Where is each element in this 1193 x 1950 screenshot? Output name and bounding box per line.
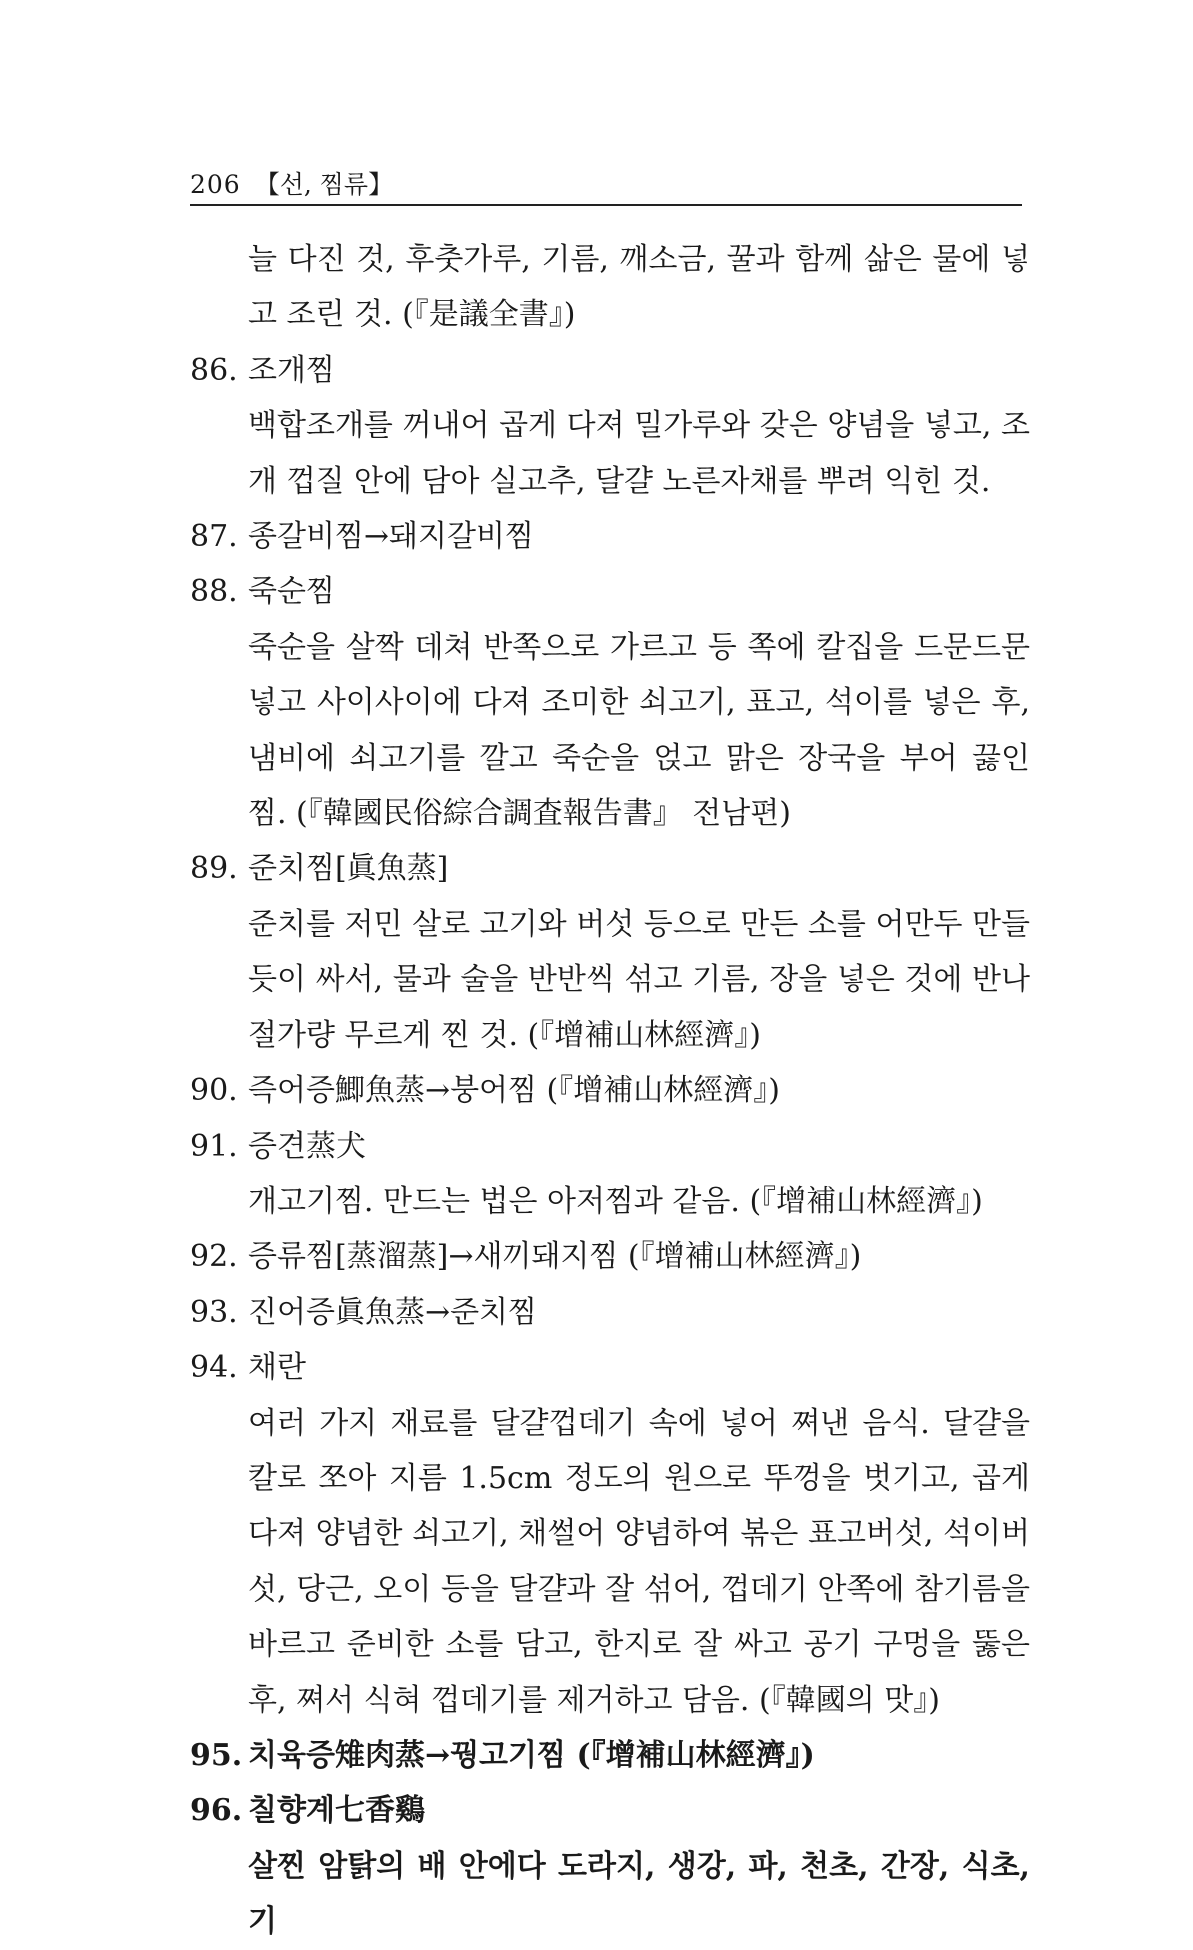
entry-title: 조개찜 [248, 352, 335, 388]
entry-89 [190, 841, 1030, 1063]
entry-title: 칠향계七香鷄 [248, 1793, 425, 1829]
running-header [190, 166, 1022, 206]
entry-90 [190, 1063, 1030, 1118]
entry-92 [190, 1229, 1030, 1284]
entry-86 [190, 343, 1030, 509]
entry-heading [190, 1728, 1030, 1783]
entry-title: 진어증眞魚蒸→준치찜 [248, 1294, 538, 1330]
entry-heading [190, 1783, 1030, 1838]
continuation-text: 늘 다진 것, 후춧가루, 기름, 깨소금, 꿀과 함께 삶은 물에 넣고 조린 것. (『是議全書』) [248, 242, 1030, 333]
entry-title: 즉어증鯽魚蒸→붕어찜 (『增補山林經濟』) [248, 1073, 780, 1109]
page-body [190, 232, 1030, 1950]
entry-number: 91. [190, 1128, 238, 1164]
entry-93 [190, 1285, 1030, 1340]
entry-number: 96. [190, 1793, 243, 1829]
entry-number: 89. [190, 851, 238, 887]
entry-number: 88. [190, 574, 238, 610]
entry-number: 87. [190, 519, 238, 555]
entry-heading [190, 841, 1030, 896]
entry-96 [190, 1783, 1030, 1949]
entry-number: 92. [190, 1239, 238, 1275]
entry-description: 여러 가지 재료를 달걀껍데기 속에 넣어 쪄낸 음식. 달걀을 칼로 쪼아 지름 1.5cm 정도의 원으로 뚜껑을 벗기고, 곱게 다져 양념한 쇠고기, 채썰어 양념하여 볶은 표고버섯, 석이버섯, 당근, 오이 등을 달걀과 잘 섞어, 껍데기 안쪽에 참기름을 바르고 준비한 소를 담고, 한지로 잘 싸고 공기 구멍을 뚫은 후, 쪄서 식혀 껍데기를 제거하고 담음. (『韓國의 맛』) [248, 1405, 1030, 1718]
entry-heading [190, 343, 1030, 398]
entry-95 [190, 1728, 1030, 1783]
entry-number: 90. [190, 1073, 238, 1109]
entry-title: 증견蒸犬 [248, 1128, 366, 1164]
entry-94 [190, 1340, 1030, 1728]
entry-description: 백합조개를 꺼내어 곱게 다져 밀가루와 갖은 양념을 넣고, 조개 껍질 안에 담아 실고추, 달걀 노른자채를 뿌려 익힌 것. [248, 408, 1030, 499]
entry-number: 86. [190, 352, 238, 388]
entry-heading [190, 1340, 1030, 1395]
entry-description: 개고기찜. 만드는 법은 아저찜과 같음. (『增補山林經濟』) [248, 1183, 983, 1219]
entry-number: 93. [190, 1294, 238, 1330]
entry-heading [190, 1229, 1030, 1284]
entry-number: 94. [190, 1350, 238, 1386]
entry-description: 준치를 저민 살로 고기와 버섯 등으로 만든 소를 어만두 만들 듯이 싸서, 물과 술을 반반씩 섞고 기름, 장을 넣은 것에 반나절가량 무르게 찐 것. (『增補山林經濟』) [248, 906, 1030, 1053]
entry-title: 준치찜[眞魚蒸] [248, 851, 449, 887]
entry-title: 죽순찜 [248, 574, 335, 610]
entry-title: 치육증雉肉蒸→꿩고기찜 (『增補山林經濟』) [248, 1737, 815, 1773]
entry-description: 살찐 암탉의 배 안에다 도라지, 생강, 파, 천초, 간장, 식초, 기 [248, 1848, 1030, 1940]
entry-88 [190, 564, 1030, 841]
section-title: 【선, 찜류】 [254, 170, 394, 199]
entry-number: 95. [190, 1737, 243, 1773]
page-number: 206 [190, 170, 241, 199]
entry-title: 종갈비찜→돼지갈비찜 [248, 519, 534, 555]
entry-title: 증류찜[蒸溜蒸]→새끼돼지찜 (『增補山林經濟』) [248, 1239, 862, 1275]
entry-91 [190, 1119, 1030, 1230]
entry-heading [190, 1063, 1030, 1118]
entry-heading [190, 1119, 1030, 1174]
entry-heading [190, 509, 1030, 564]
entry-87 [190, 509, 1030, 564]
entry-description: 죽순을 살짝 데쳐 반쪽으로 가르고 등 쪽에 칼집을 드문드문 넣고 사이사이에 다져 조미한 쇠고기, 표고, 석이를 넣은 후, 냄비에 쇠고기를 깔고 죽순을 얹고 맑은 장국을 부어 끓인 찜. (『韓國民俗綜合調査報告書』 전남편) [248, 629, 1030, 832]
entry-title: 채란 [248, 1350, 306, 1386]
entry-heading [190, 1285, 1030, 1340]
entry-heading [190, 564, 1030, 619]
